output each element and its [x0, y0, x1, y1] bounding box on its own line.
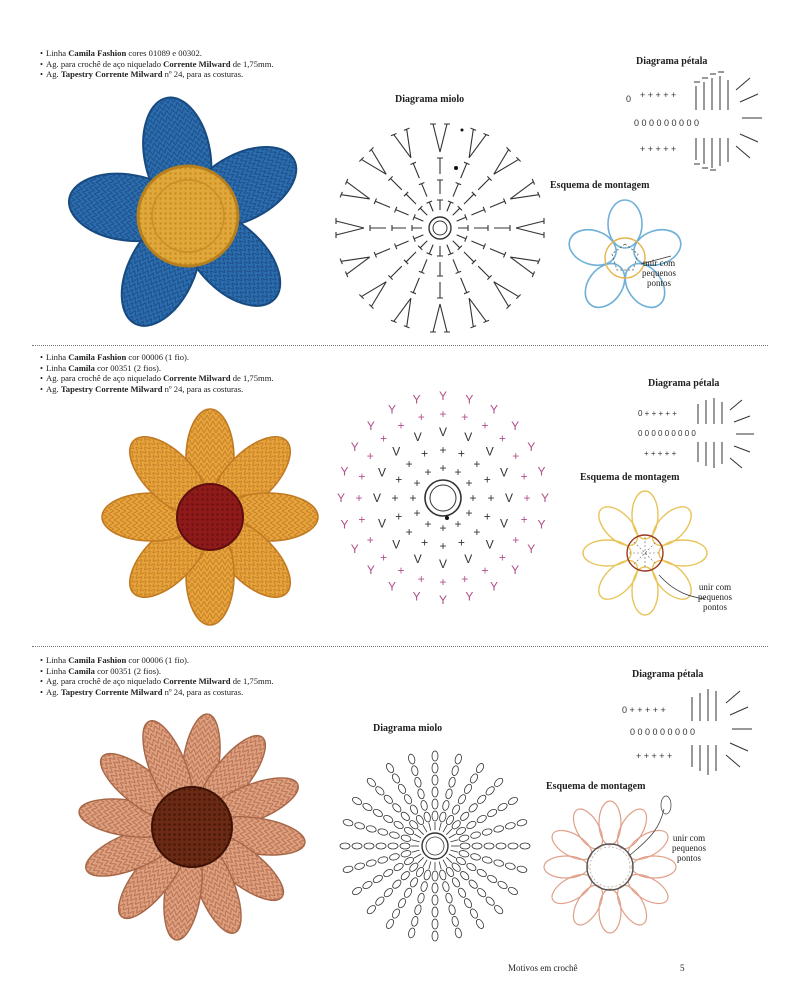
svg-text:V: V: [464, 430, 473, 444]
svg-text:Y: Y: [465, 392, 474, 407]
svg-text:+: +: [481, 418, 489, 433]
svg-text:+: +: [520, 469, 528, 484]
svg-text:+: +: [512, 533, 520, 547]
svg-text:+: +: [439, 461, 447, 475]
svg-text:+: +: [498, 550, 506, 565]
svg-text:Y: Y: [366, 418, 375, 433]
svg-text:V: V: [499, 465, 509, 480]
svg-text:Y: Y: [465, 589, 474, 604]
svg-text:Y: Y: [340, 464, 349, 479]
footer-title: Motivos em crochê: [508, 963, 578, 973]
center-diagram-label: Diagrama miolo: [395, 94, 465, 105]
svg-text:Y: Y: [438, 593, 448, 607]
svg-text:+: +: [409, 491, 417, 505]
svg-text:0 0 0 0 0 0 0 0 0: 0 0 0 0 0 0 0 0 0: [630, 727, 696, 737]
motif-section-1: [0, 48, 800, 338]
svg-text:+: +: [439, 539, 447, 553]
assembly-diagram-label: Esquema de montagem: [546, 781, 646, 792]
flower-photo-orange: [95, 402, 325, 632]
materials-list: [40, 48, 274, 80]
material-item: • Ag. para crochê de aço niquelado Corrente Milward de 1,75mm.: [40, 59, 274, 70]
assembly-diagram-label: Esquema de montagem: [550, 180, 650, 191]
svg-text:+: +: [366, 449, 374, 463]
svg-text:Y: Y: [511, 563, 520, 578]
svg-text:0 + + + + +: 0 + + + + +: [638, 409, 677, 418]
svg-text:+: +: [473, 524, 481, 539]
join-note: unir com pequenos pontos: [672, 833, 706, 863]
svg-text:+: +: [461, 409, 469, 424]
center-diagram-label: Diagrama miolo: [373, 723, 443, 734]
svg-text:Y: Y: [350, 440, 359, 454]
svg-text:+: +: [405, 524, 413, 539]
svg-text:Y: Y: [537, 517, 546, 532]
svg-text:+: +: [397, 563, 405, 578]
svg-text:V: V: [392, 444, 401, 459]
assembly-diagram-2: [580, 488, 710, 618]
center-diagram-2: [328, 378, 558, 618]
flower-photo-peach: [72, 705, 312, 945]
svg-text:Y: Y: [537, 464, 546, 479]
svg-text:+: +: [417, 572, 425, 587]
svg-text:+: +: [395, 472, 403, 487]
petal-diagram-label: Diagrama pétala: [648, 378, 720, 389]
svg-text:+: +: [483, 509, 491, 524]
svg-text:V: V: [485, 444, 494, 459]
center-diagram-1: [326, 114, 554, 342]
section-divider: [32, 646, 768, 647]
svg-text:V: V: [372, 491, 382, 505]
svg-text:Y: Y: [350, 542, 359, 556]
svg-text:+: +: [520, 512, 528, 527]
material-item: • Ag. Tapestry Corrente Milward nº 24, para as costuras.: [40, 687, 274, 698]
svg-text:V: V: [504, 491, 514, 505]
svg-text:+: +: [358, 512, 366, 527]
material-item: • Linha Camila Fashion cores 01089 e 00302.: [40, 48, 274, 59]
svg-text:0 0 0 0 0 0 0 0 0: 0 0 0 0 0 0 0 0 0: [638, 429, 696, 438]
svg-text:+: +: [417, 409, 425, 424]
svg-text:+: +: [439, 575, 447, 589]
svg-text:+: +: [421, 535, 429, 550]
svg-text:+: +: [358, 469, 366, 484]
svg-text:+: +: [523, 491, 531, 505]
svg-text:Y: Y: [412, 589, 421, 604]
svg-text:+: +: [481, 563, 489, 578]
assembly-diagram-label: Esquema de montagem: [580, 472, 680, 483]
material-item: • Linha Camila cor 00351 (2 fios).: [40, 666, 274, 677]
svg-text:+: +: [413, 476, 421, 490]
join-note: unir com pequenos pontos: [698, 582, 732, 612]
svg-text:+: +: [395, 509, 403, 524]
svg-text:Y: Y: [438, 389, 448, 403]
svg-text:Y: Y: [489, 402, 499, 417]
svg-text:+: +: [439, 443, 447, 457]
svg-text:+: +: [465, 506, 473, 520]
svg-text:0 + + + + +: 0 + + + + +: [622, 705, 666, 715]
svg-text:+: +: [457, 535, 465, 550]
svg-text:+: +: [380, 550, 388, 565]
svg-text:Y: Y: [412, 392, 421, 407]
petal-diagram-label: Diagrama pétala: [636, 56, 708, 67]
svg-text:+: +: [457, 446, 465, 461]
svg-text:V: V: [499, 516, 509, 531]
motif-section-3: [0, 655, 800, 955]
svg-text:+ + + + +: + + + + +: [640, 90, 677, 100]
assembly-diagram-3: [540, 795, 680, 945]
svg-text:+: +: [512, 449, 520, 463]
svg-text:V: V: [377, 465, 387, 480]
svg-text:+: +: [424, 517, 432, 531]
svg-text:+: +: [498, 431, 506, 446]
svg-text:+: +: [439, 407, 447, 421]
svg-text:+ + + + +: + + + + +: [640, 144, 677, 154]
flower-photo-blue: [60, 88, 310, 338]
svg-text:+ + + + +: + + + + +: [644, 449, 677, 458]
petal-diagram-2: [636, 394, 766, 474]
material-item: • Ag. para crochê de aço niquelado Corrente Milward de 1,75mm.: [40, 373, 274, 384]
svg-text:V: V: [377, 516, 387, 531]
svg-text:+: +: [461, 572, 469, 587]
svg-text:V: V: [485, 537, 494, 552]
svg-text:+: +: [397, 418, 405, 433]
svg-text:Y: Y: [366, 563, 375, 578]
svg-text:V: V: [392, 537, 401, 552]
svg-text:Y: Y: [540, 491, 550, 505]
center-diagram-3: [330, 741, 540, 951]
svg-text:+: +: [391, 491, 399, 505]
svg-text:0: 0: [626, 94, 632, 104]
svg-text:+: +: [439, 521, 447, 535]
join-note: unir com pequenos pontos: [642, 258, 676, 288]
material-item: • Ag. para crochê de aço niquelado Corrente Milward de 1,75mm.: [40, 676, 274, 687]
petal-diagram-label: Diagrama pétala: [632, 669, 704, 680]
svg-text:+: +: [366, 533, 374, 547]
svg-text:V: V: [438, 557, 448, 571]
svg-text:+: +: [469, 491, 477, 505]
svg-text:Y: Y: [387, 579, 397, 594]
svg-text:+: +: [405, 457, 413, 472]
svg-text:+: +: [421, 446, 429, 461]
svg-text:Y: Y: [527, 542, 536, 556]
svg-text:+: +: [380, 431, 388, 446]
svg-text:Y: Y: [527, 440, 536, 454]
svg-text:V: V: [464, 552, 473, 566]
svg-text:+: +: [483, 472, 491, 487]
svg-text:+ + + + +: + + + + +: [636, 751, 673, 761]
material-item: • Linha Camila Fashion cor 00006 (1 fio).: [40, 352, 274, 363]
material-item: • Linha Camila Fashion cor 00006 (1 fio).: [40, 655, 274, 666]
material-item: • Ag. Tapestry Corrente Milward nº 24, para as costuras.: [40, 384, 274, 395]
svg-text:+: +: [454, 465, 462, 479]
materials-list: [40, 352, 274, 394]
material-item: • Linha Camila cor 00351 (2 fios).: [40, 363, 274, 374]
svg-text:V: V: [413, 430, 422, 444]
svg-text:+: +: [355, 491, 363, 505]
svg-text:+: +: [465, 476, 473, 490]
svg-text:0 0 0 0 0 0 0 0 0: 0 0 0 0 0 0 0 0 0: [634, 118, 700, 128]
svg-text:+: +: [473, 457, 481, 472]
svg-text:+: +: [487, 491, 495, 505]
page-number: 5: [680, 963, 685, 973]
svg-text:V: V: [438, 425, 448, 439]
material-item: • Ag. Tapestry Corrente Milward nº 24, para as costuras.: [40, 69, 274, 80]
svg-text:Y: Y: [489, 579, 499, 594]
petal-diagram-3: [620, 685, 770, 780]
svg-text:Y: Y: [336, 491, 346, 505]
motif-section-2: [0, 352, 800, 642]
materials-list: [40, 655, 274, 697]
petal-diagram-1: [624, 72, 774, 172]
svg-text:V: V: [413, 552, 422, 566]
section-divider: [32, 345, 768, 346]
svg-text:Y: Y: [511, 418, 520, 433]
svg-text:Y: Y: [340, 517, 349, 532]
svg-text:Y: Y: [387, 402, 397, 417]
svg-text:+: +: [454, 517, 462, 531]
svg-text:+: +: [424, 465, 432, 479]
svg-text:+: +: [413, 506, 421, 520]
